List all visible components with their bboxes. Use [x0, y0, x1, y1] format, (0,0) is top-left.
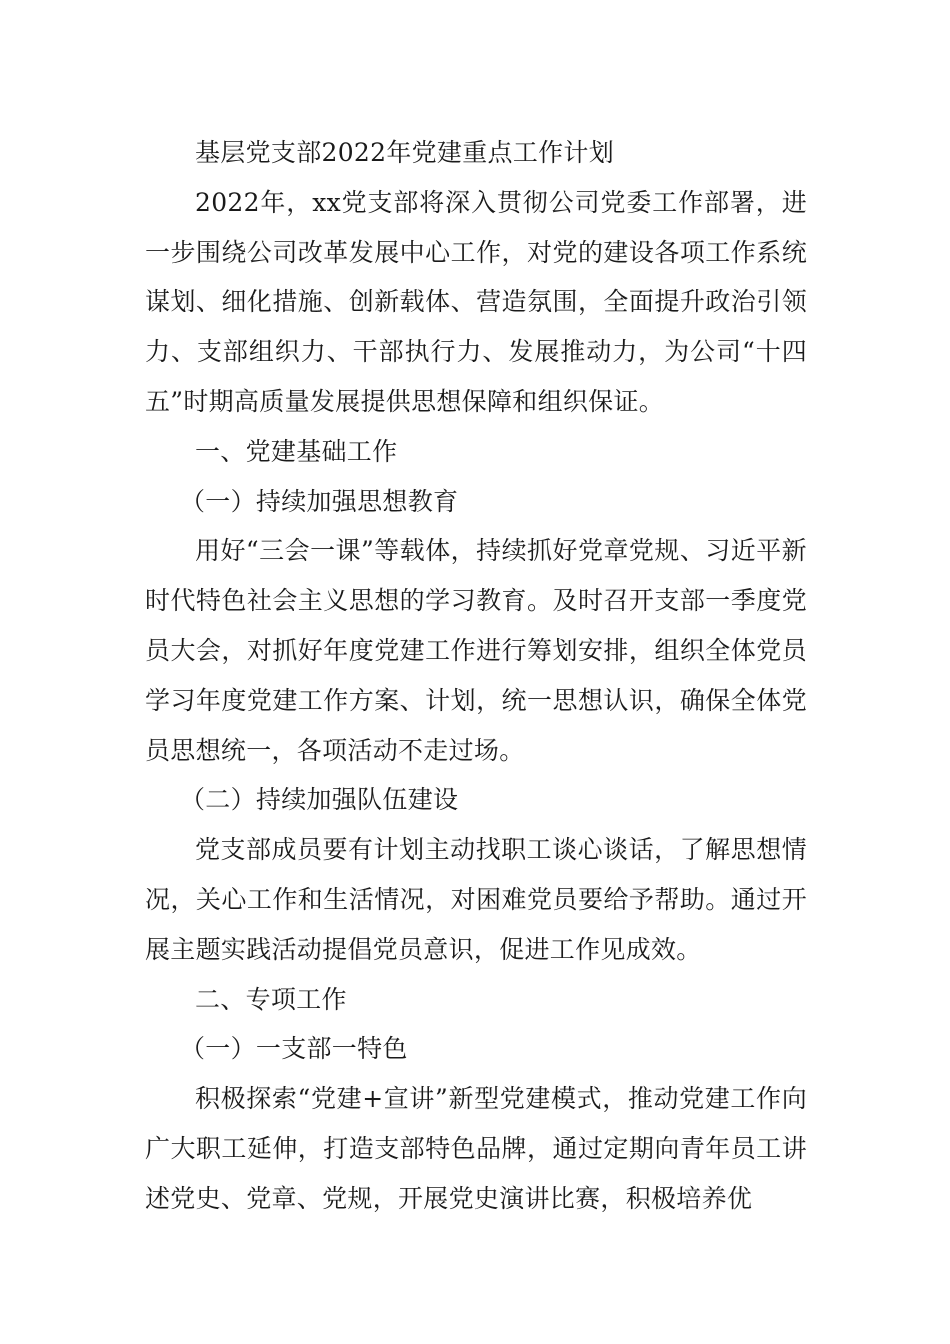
- section-1-sub-2-heading: （二）持续加强队伍建设: [180, 785, 459, 815]
- section-1-heading: 一、党建基础工作: [195, 436, 398, 466]
- section-2-sub-1-body: 积极探索“党建+宣讲”新型党建模式，推动党建工作向广大职工延伸，打造支部特色品牌，通过定期向青年员工讲述党史、党章、党规，开展党史演讲比赛，积极培养优: [145, 1084, 807, 1213]
- document-page: [145, 128, 807, 1224]
- section-1-sub-1-body: 用好“三会一课”等载体，持续抓好党章党规、习近平新时代特色社会主义思想的学习教育。及时召开支部一季度党员大会，对抓好年度党建工作进行筹划安排，组织全体党员学习年度党建工作方案、计划，统一思想认识，确保全体党员思想统一，各项活动不走过场。: [145, 536, 807, 765]
- section-1-sub-2-body: 党支部成员要有计划主动找职工谈心谈话，了解思想情况，关心工作和生活情况，对困难党员要给予帮助。通过开展主题实践活动提倡党员意识，促进工作见成效。: [145, 835, 807, 964]
- section-2-sub-1-heading: （一）一支部一特色: [180, 1034, 408, 1064]
- section-1-sub-1-heading: （一）持续加强思想教育: [180, 486, 459, 516]
- section-2-heading: 二、专项工作: [195, 984, 347, 1014]
- intro-paragraph: 2022年，xx党支部将深入贯彻公司党委工作部署，进一步围绕公司改革发展中心工作，对党的建设各项工作系统谋划、细化措施、创新载体、营造氛围，全面提升政治引领力、支部组织力、干部执行力、发展推动力，为公司“十四五”时期高质量发展提供思想保障和组织保证。: [145, 187, 807, 416]
- document-title: 基层党支部2022年党建重点工作计划: [195, 138, 615, 167]
